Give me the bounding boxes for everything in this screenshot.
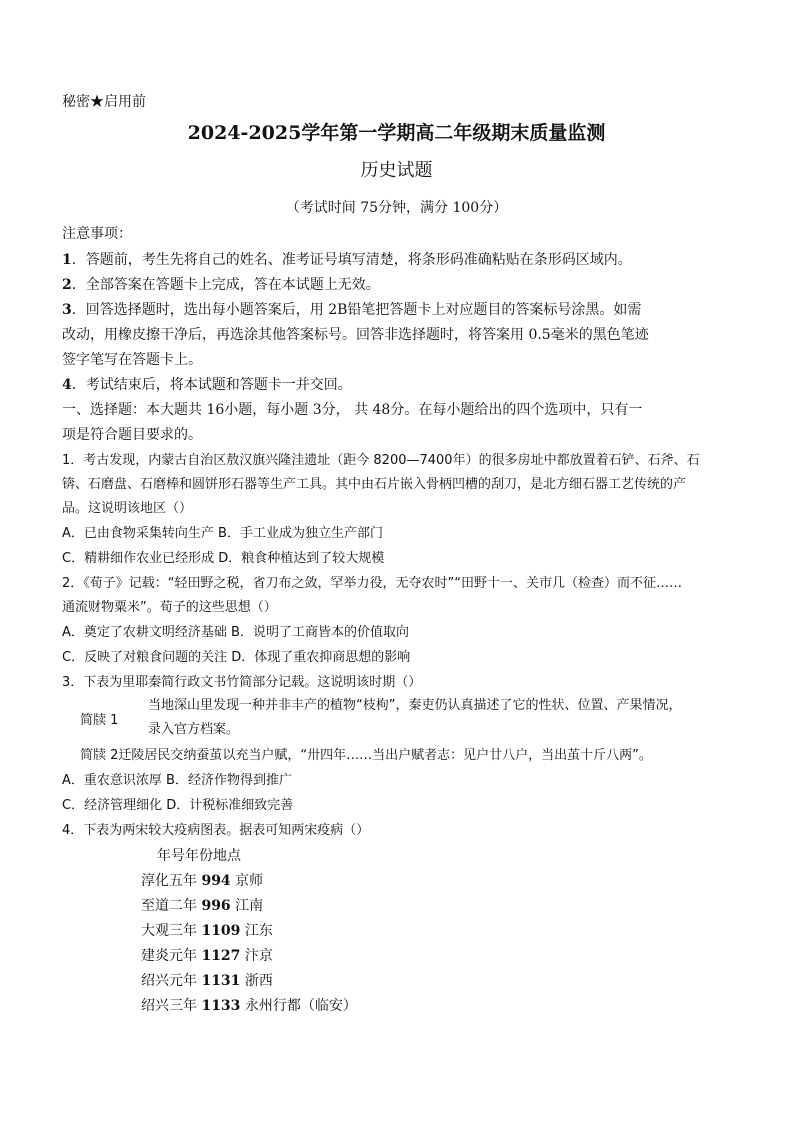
table-cell-year: 994 bbox=[201, 873, 231, 889]
table-cell-era: 至道二年 bbox=[141, 898, 197, 914]
notice-item-continuation: 改动，用橡皮擦干净后，再选涂其他答案标号。回答非选择题时，将答案用 0.5毫米的黑色笔迹 bbox=[62, 327, 649, 343]
subject-title: 历史试题 bbox=[360, 160, 433, 181]
table-row bbox=[141, 971, 273, 991]
table-row bbox=[141, 996, 357, 1016]
notice-item bbox=[62, 275, 380, 295]
table-row bbox=[141, 896, 263, 916]
notice-item-text: ．全部答案在答题卡上完成，答在本试题上无效。 bbox=[71, 277, 380, 293]
question-2-options: A．奠定了农耕文明经济基础 B．说明了工商皆本的价值取向 bbox=[62, 625, 409, 640]
notice-item bbox=[62, 250, 632, 270]
notice-item-number: 2 bbox=[62, 277, 72, 293]
notice-item-number: 1 bbox=[62, 252, 72, 268]
section-heading: 一、选择题：本大题共 16小题，每小题 3分， 共 48分。在每小题给出的四个选项中，只有一 bbox=[62, 402, 643, 418]
question-1-stem: 锛、石磨盘、石磨棒和圆饼形石器等生产工具。其中由石片嵌入骨柄凹槽的刮刀，是北方细石器工艺传统的产 bbox=[62, 477, 687, 492]
notice-heading: 注意事项： bbox=[62, 226, 132, 242]
question-3-stem: 3．下表为里耶秦简行政文书竹简部分记载。这说明该时期（） bbox=[62, 675, 422, 690]
jian-1-text: 录入官方档案。 bbox=[148, 722, 240, 737]
notice-item-text: ．考试结束后，将本试题和答题卡一并交回。 bbox=[71, 377, 352, 393]
question-3-options: C．经济管理细化 D．计税标准细致完善 bbox=[62, 798, 294, 813]
table-cell-year: 996 bbox=[201, 898, 231, 914]
table-cell-era: 绍兴三年 bbox=[141, 998, 197, 1014]
table-cell-year: 1127 bbox=[201, 948, 241, 964]
table-cell-place: 江南 bbox=[235, 898, 264, 914]
secret-mark: 秘密★启用前 bbox=[62, 94, 146, 110]
section-heading-continuation: 项是符合题目要求的。 bbox=[62, 427, 202, 443]
table-cell-place: 永州行都（临安） bbox=[244, 998, 357, 1014]
table-cell-place: 京师 bbox=[235, 873, 264, 889]
question-3-options: A．重农意识浓厚 B．经济作物得到推广 bbox=[62, 773, 292, 788]
notice-item-continuation: 签字笔写在答题卡上。 bbox=[62, 352, 202, 368]
table-cell-year: 1131 bbox=[201, 973, 241, 989]
question-1-options: C．精耕细作农业已经形成 D．粮食种植达到了较大规模 bbox=[62, 551, 385, 566]
table-cell-era: 建炎元年 bbox=[141, 948, 197, 964]
exam-title: 2024-2025学年第一学期高二年级期末质量监测 bbox=[187, 122, 606, 144]
table-cell-era: 大观三年 bbox=[141, 923, 197, 939]
table-cell-place: 江东 bbox=[244, 923, 273, 939]
jian-1-label: 简牍 1 bbox=[80, 713, 119, 728]
jian-2-text: 简牍 2迁陵居民交纳蚕茧以充当户赋，“卅四年……当出户赋者志：见户廿八户，当出茧十斤八两”。 bbox=[80, 748, 652, 763]
question-2-stem: 通流财物粟米”。荀子的这些思想（） bbox=[62, 600, 277, 615]
table-cell-era: 淳化五年 bbox=[141, 873, 197, 889]
table-header: 年号年份地点 bbox=[157, 848, 241, 864]
question-1-options: A．已由食物采集转向生产 B．手工业成为独立生产部门 bbox=[62, 526, 383, 541]
question-2-options: C．反映了对粮食问题的关注 D．体现了重农抑商思想的影响 bbox=[62, 650, 411, 665]
jian-1-text: 当地深山里发现一种并非丰产的植物“枝枸”，秦吏仍认真描述了它的性状、位置、产果情况， bbox=[148, 698, 682, 713]
notice-item-text: ．回答选择题时，选出每小题答案后，用 2B铅笔把答题卡上对应题目的答案标号涂黑。如需 bbox=[71, 302, 642, 318]
question-1-stem: 品。这说明该地区（） bbox=[62, 501, 193, 516]
table-cell-place: 浙西 bbox=[244, 973, 273, 989]
notice-item bbox=[62, 375, 352, 395]
table-row bbox=[141, 921, 273, 941]
question-4-stem: 4．下表为两宋较大疫病图表。据表可知两宋疫病（） bbox=[62, 823, 370, 838]
question-2-stem: 2．《荀子》记载：“轻田野之税，省刀布之敛，罕举力役，无夺农时”“田野十一、关市几（检查）而不征…… bbox=[62, 576, 682, 591]
notice-item-text: ．答题前，考生先将自己的姓名、准考证号填写清楚，将条形码准确粘贴在条形码区域内。 bbox=[71, 252, 632, 268]
notice-item bbox=[62, 300, 641, 320]
table-row bbox=[141, 946, 273, 966]
notice-item-number: 3 bbox=[62, 302, 72, 318]
table-cell-year: 1109 bbox=[201, 923, 241, 939]
table-cell-year: 1133 bbox=[201, 998, 241, 1014]
table-row bbox=[141, 871, 263, 891]
table-cell-era: 绍兴元年 bbox=[141, 973, 197, 989]
question-1-stem: 1．考古发现，内蒙古自治区敖汉旗兴隆洼遗址（距今 8200—7400年）的很多房址中都放置着石铲、石斧、石 bbox=[62, 453, 700, 468]
notice-item-number: 4 bbox=[62, 377, 72, 393]
exam-info: （考试时间 75分钟，满分 100分） bbox=[285, 200, 508, 216]
table-cell-place: 汴京 bbox=[244, 948, 273, 964]
